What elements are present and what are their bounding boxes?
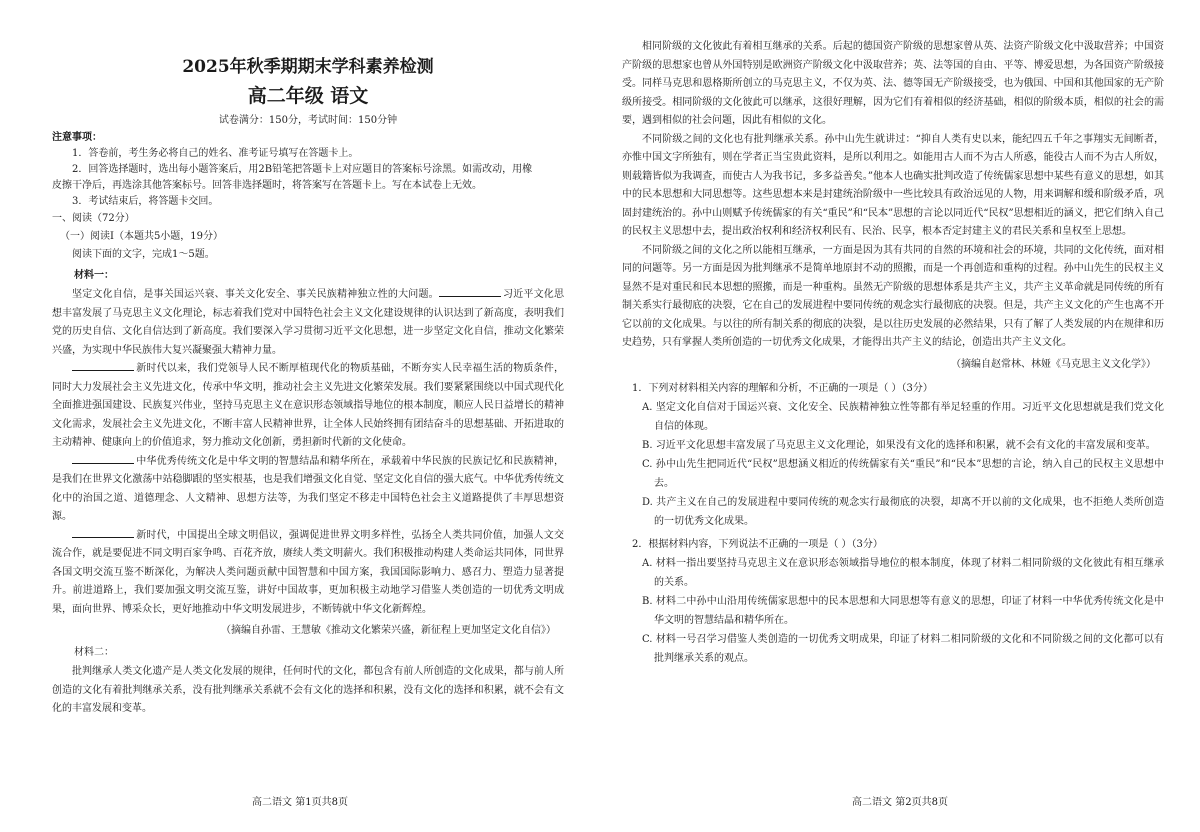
paragraph-text: 新时代，中国提出全球文明倡议，强调促进世界文明多样性，弘扬全人类共同价值，加强人文交流合作，就是要促进不同文明百家争鸣、百花齐放，赓续人类文明薪火。我们积极推动构建人类命运共同体，同世界各国文明交流互鉴不断深化，为解决人类问题贡献中国智慧和中国方案，我国国际影响力、感召力、塑造力显著提升。前进道路上，我们要加强文明交流互鉴，讲好中国故事，更加积极主动地学习借鉴人类创造的一切优秀文明成果，面向世界、博采众长，更好地推动中华文明发展进步，不断铸就中华文化新辉煌。 xyxy=(52,529,564,615)
paragraph-text: 中华优秀传统文化是中华文明的智慧结晶和精华所在，承载着中华民族的民族记忆和民族精神，是我们在世界文化激荡中站稳脚跟的坚实根基，也是我们增强文化自觉、坚定文化自信的强大底气。中华优秀传统文化中的治国之道、道德理念、人文精神、思想方法等，为我们坚定不移走中国特色社会主义道路提供了丰厚思想资源。 xyxy=(52,455,564,522)
page-footer: 高二语文 第2页共8页 xyxy=(852,797,948,808)
page-2 xyxy=(600,0,1200,832)
fill-blank xyxy=(72,527,134,538)
paragraph-text: 习近平文化思想丰富发展了马克思主义文化理论，标志着我们党对中国特色社会主义文化建设规律的认识达到了新高度，表明我们党的历史自信、文化自信达到了新高度。我们要深入学习贯彻习近平文化思想，进一步坚定文化自信，推动文化繁荣兴盛，为实现中华民族伟大复兴凝聚强大精神力量。 xyxy=(52,289,565,356)
material-2-paragraph: 不同阶级之间的文化也有批判继承关系。孙中山先生就讲过：“抑自人类有史以来，能纪四五千年之事翔实无间断者，亦惟中国文字所独有，则在学者正当宝贵此资料，是所以利用之。如能用古人而不为古人所惑，能役古人而不为古人所奴，则载籍皆似为我调查，而使古人为我书记，多多益善矣。”他本人也确实批判改造了传统儒家思想中某些有意义的思想，如其中的民本思想和大同思想等。这些思想本来是封建统治阶级中一些比较具有政治远见的人物，用来调解和缓和阶级矛盾，巩固封建统治的。孙中山则赋予传统儒家的有关“重民”和“民本”思想的言论以同近代“民权”思想相近的涵义，把它们纳入自己的民权主义思想中去，提出政治权利和经济权利民有、民治、民享，根本否定封建主义的君民关系和皇权至上思想。 xyxy=(622,133,1164,237)
notice-item: 1．答卷前，考生务必将自己的姓名、准考证号填写在答题卡上。 xyxy=(72,148,359,159)
paragraph-text: 新时代以来，我们党领导人民不断厚植现代化的物质基础，不断夯实人民幸福生活的物质条件，同时大力发展社会主义先进文化，传承中华文明，推动社会主义先进文化繁荣发展。我们要紧紧围绕以中国式现代化全面推进强国建设、民族复兴伟业，坚持马克思主义在意识形态领域指导地位的根本制度，顺应人民日益增长的精神文化需求，发展社会主义先进文化，不断丰富人民精神世界，让全体人民始终拥有团结奋斗的思想基础、开拓进取的主动精神、健康向上的价值追求，努力推动文化创新，勇担新时代新的文化使命。 xyxy=(52,363,564,448)
notice-item: 2．回答选择题时，选出每小题答案后，用2B铅笔把答题卡上对应题目的答案标号涂黑。如需改动，用橡 xyxy=(72,164,533,175)
question-1-stem: 1．下列对材料相关内容的理解和分析，不正确的一项是（ ）（3分） xyxy=(632,382,933,394)
paragraph-text: 坚定文化自信，是事关国运兴衰、事关文化安全、事关民族精神独立性的大问题。 xyxy=(72,289,439,300)
question-2-option-c: C. 材料一号召学习借鉴人类创造的一切优秀文明成果，印证了材料二相同阶级的文化和不同阶级之间的文化都可以有批判继承关系的观点。 xyxy=(642,633,1164,664)
exam-subtitle: 高二年级 语文 xyxy=(247,85,369,107)
question-1-option-d: D. 共产主义在自己的发展进程中要同传统的观念实行最彻底的决裂，却离不开以前的文化成果，也不拒绝人类所创造的一切优秀文化成果。 xyxy=(642,496,1164,527)
notice-heading: 注意事项： xyxy=(52,132,102,143)
material-2-paragraph: 批判继承人类文化遗产是人类文化发展的规律，任何时代的文化，都包含有前人所创造的文化成果，都与前人所创造的文化有着批判继承关系，没有批判继承关系就不会有文化的选择和积累，没有文化的选择和积累，就不会有文化的丰富发展和变革。 xyxy=(52,666,564,714)
subsection-heading: （一）阅读Ⅰ（本题共5小题，19分） xyxy=(60,231,224,242)
fill-blank xyxy=(439,286,501,297)
exam-title: 2025年秋季期期末学科素养检测 xyxy=(182,57,434,77)
page-footer: 高二语文 第1页共8页 xyxy=(252,797,348,808)
question-2-option-a: A. 材料一指出要坚持马克思主义在意识形态领域指导地位的根本制度，体现了材料二相同阶级的文化彼此有相互继承的关系。 xyxy=(642,557,1164,588)
notice-item: 3．考试结束后，将答题卡交回。 xyxy=(72,196,219,207)
fill-blank xyxy=(72,360,134,371)
material-1-paragraph xyxy=(52,527,564,620)
fill-blank xyxy=(72,453,134,464)
notice-item-continued: 皮擦干净后，再选涂其他答案标号。回答非选择题时，将答案写在答题卡上。写在本试卷上无效。 xyxy=(52,180,482,191)
material-2-paragraph: 相同阶级的文化彼此有着相互继承的关系。后起的德国资产阶级的思想家曾从英、法资产阶级文化中汲取营养；中国资产阶级的思想家也曾从外国特别是欧洲资产阶级文化中汲取营养；英、法等国的自由、平等、博爱思想，为各国资产阶级接受。同样马克思和恩格斯所创立的马克思主义，不仅为英、法、德等国无产阶级接受，也为俄国、中国和其他国家的无产阶级所接受。相同阶级的文化彼此可以继承，这很好理解，因为它们有着相似的经济基础，相似的阶级本质，相似的社会的需要，遇到相似的社会问题，因此有相似的文化。 xyxy=(622,41,1164,126)
question-1-option-b: B. 习近平文化思想丰富发展了马克思主义文化理论，如果没有文化的选择和积累，就不会有文化的丰富发展和变革。 xyxy=(642,439,1156,451)
instruction: 阅读下面的文字，完成1～5题。 xyxy=(72,249,215,260)
question-1-option-c: C. 孙中山先生把同近代“民权”思想涵义相近的传统儒家有关“重民”和“民本”思想的言论，纳入自己的民权主义思想中去。 xyxy=(642,458,1164,489)
question-2-option-b: B. 材料二中孙中山沿用传统儒家思想中的民本思想和大同思想等有意义的思想，印证了材料一中华优秀传统文化是中华文明的智慧结晶和精华所在。 xyxy=(642,595,1164,626)
material-1-paragraph xyxy=(52,286,564,360)
material-1-paragraph xyxy=(52,453,564,527)
material-2-paragraph: 不同阶级之间的文化之所以能相互继承，一方面是因为其有共同的自然的环境和社会的环境，共同的文化传统，面对相同的问题等。另一方面是因为批判继承不是简单地原封不动的照搬，而是一个再创造和重构的过程。孙中山先生的民权主义显然不是对重民和民本思想的照搬，而是一种重构。虽然无产阶级的思想体系是共产主义，共产主义革命就是同传统的所有制关系实行最彻底的决裂，它在自己的发展进程中要同传统的观念实行最彻底的决裂。但是，共产主义文化的产生也离不开它以前的文化成果。与以往的所有制关系的彻底的决裂，是以往历史发展的必然结果，只有了解了人类发展的内在规律和历史趋势，只有掌握人类所创造的一切优秀文化成果，才能得出共产主义的结论，创造出共产主义文化。 xyxy=(622,244,1164,348)
section-heading: 一、阅读（72分） xyxy=(52,213,135,224)
material-1-source: （摘编自孙雷、王慧敏《推动文化繁荣兴盛，新征程上更加坚定文化自信》） xyxy=(221,625,556,636)
material-1-label: 材料一： xyxy=(74,270,114,281)
material-2-source: （摘编自赵常林、林娅《马克思主义文化学》） xyxy=(951,358,1156,370)
material-1-paragraph xyxy=(52,360,564,453)
question-1-option-a: A. 坚定文化自信对于国运兴衰、文化安全、民族精神独立性等都有举足轻重的作用。习近平文化思想就是我们党文化自信的体现。 xyxy=(642,401,1164,432)
material-2-label: 材料二： xyxy=(74,647,114,658)
exam-info: 试卷满分：150分，考试时间：150分钟 xyxy=(218,115,398,126)
question-2-stem: 2．根据材料内容，下列说法不正确的一项是（ ）（3分） xyxy=(632,538,883,550)
